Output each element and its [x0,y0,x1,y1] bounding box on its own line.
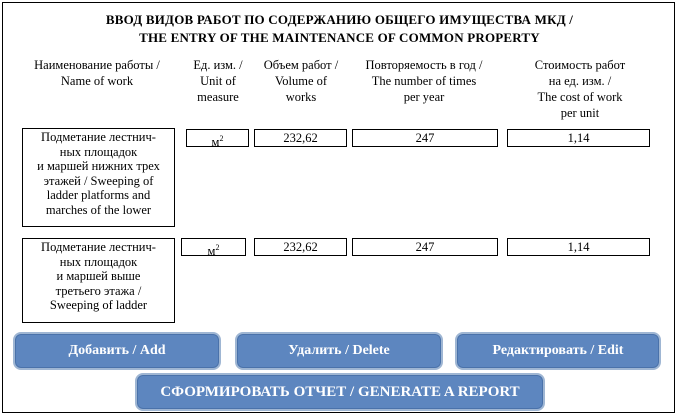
frequency-field[interactable]: 247 [352,129,498,147]
add-button[interactable]: Добавить / Add [13,332,221,370]
header-times-per-year: Повторяемость в год / The number of times per year [365,58,483,104]
volume-field[interactable]: 232,62 [254,129,347,147]
edit-button[interactable]: Редактировать / Edit [455,332,661,370]
form-title-line-1: ВВОД ВИДОВ РАБОТ ПО СОДЕРЖАНИЮ ОБЩЕГО ИМУЩЕСТВА МКД / [105,12,574,27]
frequency-field[interactable]: 247 [352,238,498,256]
volume-field[interactable]: 232,62 [254,238,347,256]
delete-button[interactable]: Удалить / Delete [235,332,443,370]
unit-field[interactable]: $м^2$ [181,238,246,256]
entry-form [2,2,675,413]
header-name-of-work: Наименование работы / Name of work [34,58,160,88]
unit-field[interactable]: $м^2$ [186,129,249,147]
header-unit-of-measure: Ед. изм. / Unit of measure [193,58,243,104]
header-volume-of-works: Объем работ / Volume of works [263,58,339,104]
generate-report-button[interactable]: СФОРМИРОВАТЬ ОТЧЕТ / GENERATE A REPORT [135,373,545,411]
cost-field[interactable]: 1,14 [507,129,650,147]
work-name-field[interactable]: Подметание лестнич- ных площадок и маршей нижних трех этажей / Sweeping of ladder platforms and marches of the lower [22,128,175,227]
header-cost-per-unit: Стоимость работ на ед. изм. / The cost of work per unit [534,58,626,120]
work-name-field[interactable]: Подметание лестнич- ных площадок и маршей выше третьего этажа / Sweeping of ladder [22,238,175,323]
cost-field[interactable]: 1,14 [507,238,650,256]
form-title-line-2: THE ENTRY OF THE MAINTENANCE OF COMMON PROPERTY [139,30,540,45]
